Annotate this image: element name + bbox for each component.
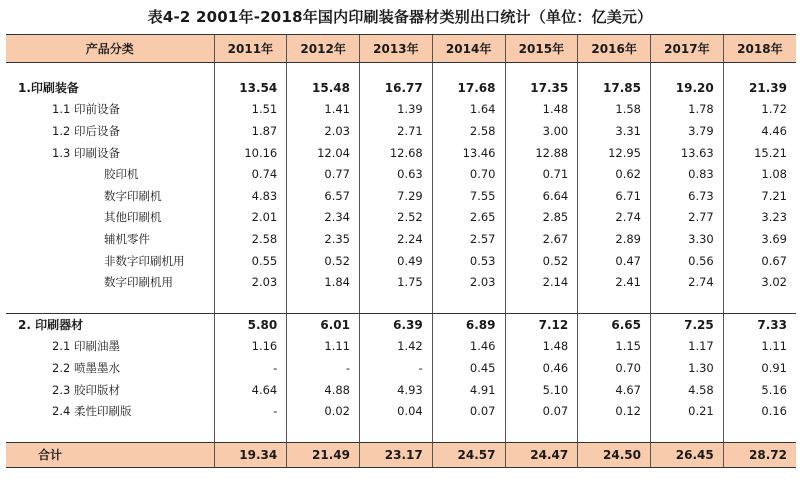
row-label: 1.2 印后设备 [52, 123, 120, 138]
cell: 3.30 [651, 228, 724, 250]
cell: 2.71 [360, 120, 433, 142]
cell: 4.64 [214, 379, 287, 401]
cell: 0.56 [651, 250, 724, 272]
row-label: 非数字印刷机用 [104, 253, 185, 268]
cell: 0.21 [651, 400, 724, 422]
cell: 7.12 [505, 313, 578, 335]
table-row [6, 250, 796, 272]
cell: 0.02 [287, 400, 360, 422]
spacer-row [6, 63, 796, 78]
cell: 13.46 [432, 142, 505, 164]
table-row [6, 336, 796, 358]
export-statistics-table [6, 34, 796, 468]
header-category: 产品分类 [6, 35, 214, 63]
cell: 16.77 [360, 77, 433, 99]
cell: 5.10 [505, 379, 578, 401]
row-label: 数字印刷机用 [104, 275, 173, 290]
section-row-printing-materials [6, 313, 796, 335]
cell: 3.00 [505, 120, 578, 142]
cell: 13.54 [214, 77, 287, 99]
cell: 4.88 [287, 379, 360, 401]
cell: 6.57 [287, 185, 360, 207]
cell: 6.39 [360, 313, 433, 335]
cell: 13.63 [651, 142, 724, 164]
cell: 4.46 [723, 120, 796, 142]
table-row [6, 271, 796, 293]
cell: 28.72 [723, 442, 796, 467]
cell: 17.85 [578, 77, 651, 99]
cell: 12.68 [360, 142, 433, 164]
cell: 2.89 [578, 228, 651, 250]
cell: 23.17 [360, 442, 433, 467]
cell: 1.39 [360, 99, 433, 121]
table-row [6, 228, 796, 250]
header-row [6, 35, 796, 63]
cell: 0.83 [651, 163, 724, 185]
cell: 0.12 [578, 400, 651, 422]
cell: 0.70 [578, 357, 651, 379]
cell: 5.80 [214, 313, 287, 335]
cell: 0.71 [505, 163, 578, 185]
header-year: 2012年 [287, 35, 360, 63]
cell: 1.15 [578, 336, 651, 358]
cell: 17.35 [505, 77, 578, 99]
cell: 24.57 [432, 442, 505, 467]
table-row [6, 120, 796, 142]
table-row [6, 400, 796, 422]
cell: 1.41 [287, 99, 360, 121]
cell: 0.46 [505, 357, 578, 379]
cell: 1.17 [651, 336, 724, 358]
cell: 1.48 [505, 336, 578, 358]
cell: 6.73 [651, 185, 724, 207]
cell: 2.14 [505, 271, 578, 293]
cell: 3.79 [651, 120, 724, 142]
cell: 6.89 [432, 313, 505, 335]
row-label: 2. 印刷器材 [18, 318, 84, 333]
cell: 7.21 [723, 185, 796, 207]
cell: 0.45 [432, 357, 505, 379]
cell: 1.58 [578, 99, 651, 121]
row-label: 胶印机 [104, 167, 139, 182]
row-label: 2.2 喷墨墨水 [52, 360, 120, 375]
cell: 15.21 [723, 142, 796, 164]
cell: 0.63 [360, 163, 433, 185]
cell: 7.25 [651, 313, 724, 335]
cell: 7.33 [723, 313, 796, 335]
cell: 2.65 [432, 207, 505, 229]
row-label: 2.4 柔性印刷版 [52, 404, 132, 419]
cell: 0.07 [432, 400, 505, 422]
cell: 3.23 [723, 207, 796, 229]
cell: 1.08 [723, 163, 796, 185]
table-row [6, 142, 796, 164]
cell: 0.77 [287, 163, 360, 185]
cell: 6.65 [578, 313, 651, 335]
row-label: 1.1 印前设备 [52, 102, 120, 117]
cell: 19.20 [651, 77, 724, 99]
cell: 1.48 [505, 99, 578, 121]
header-year: 2017年 [651, 35, 724, 63]
row-label: 合计 [6, 442, 214, 467]
cell: 2.34 [287, 207, 360, 229]
cell: 24.50 [578, 442, 651, 467]
cell: 1.87 [214, 120, 287, 142]
row-label: 数字印刷机 [104, 188, 162, 203]
cell: 1.11 [287, 336, 360, 358]
cell: 1.51 [214, 99, 287, 121]
cell: 0.91 [723, 357, 796, 379]
cell: 1.78 [651, 99, 724, 121]
cell: 2.35 [287, 228, 360, 250]
header-year: 2014年 [432, 35, 505, 63]
row-label: 1.印刷装备 [18, 81, 79, 96]
cell: 7.55 [432, 185, 505, 207]
cell: 2.57 [432, 228, 505, 250]
cell: 2.58 [432, 120, 505, 142]
cell: 2.03 [287, 120, 360, 142]
cell: 0.55 [214, 250, 287, 272]
cell: - [214, 357, 287, 379]
cell: 6.01 [287, 313, 360, 335]
cell: 21.49 [287, 442, 360, 467]
header-year: 2015年 [505, 35, 578, 63]
row-label: 1.3 印刷设备 [52, 145, 120, 160]
row-label: 辅机零件 [104, 231, 150, 246]
cell: 4.83 [214, 185, 287, 207]
table-row [6, 207, 796, 229]
table-row [6, 185, 796, 207]
cell: 1.42 [360, 336, 433, 358]
cell: 3.31 [578, 120, 651, 142]
cell: 0.49 [360, 250, 433, 272]
cell: 6.64 [505, 185, 578, 207]
spacer-row [6, 422, 796, 443]
row-label: 2.1 印刷油墨 [52, 339, 120, 354]
cell: 2.58 [214, 228, 287, 250]
cell: 2.85 [505, 207, 578, 229]
cell: 1.46 [432, 336, 505, 358]
cell: 1.16 [214, 336, 287, 358]
cell: 24.47 [505, 442, 578, 467]
cell: 15.48 [287, 77, 360, 99]
cell: 1.72 [723, 99, 796, 121]
cell: 2.52 [360, 207, 433, 229]
cell: 0.04 [360, 400, 433, 422]
cell: 2.41 [578, 271, 651, 293]
header-year: 2016年 [578, 35, 651, 63]
cell: 2.67 [505, 228, 578, 250]
cell: 0.74 [214, 163, 287, 185]
cell: 0.52 [287, 250, 360, 272]
cell: 4.58 [651, 379, 724, 401]
table-row [6, 99, 796, 121]
header-year: 2011年 [214, 35, 287, 63]
cell: 21.39 [723, 77, 796, 99]
cell: - [360, 357, 433, 379]
cell: 0.67 [723, 250, 796, 272]
cell: 0.07 [505, 400, 578, 422]
cell: 2.74 [578, 207, 651, 229]
cell: 3.69 [723, 228, 796, 250]
cell: 6.71 [578, 185, 651, 207]
cell: 10.16 [214, 142, 287, 164]
table-row [6, 357, 796, 379]
row-label: 其他印刷机 [104, 210, 162, 225]
cell: 1.30 [651, 357, 724, 379]
cell: 4.93 [360, 379, 433, 401]
cell: 12.95 [578, 142, 651, 164]
cell: 5.16 [723, 379, 796, 401]
table-row [6, 163, 796, 185]
total-row [6, 442, 796, 467]
cell: 2.77 [651, 207, 724, 229]
header-year: 2018年 [723, 35, 796, 63]
cell: 3.02 [723, 271, 796, 293]
cell: 26.45 [651, 442, 724, 467]
table-row [6, 379, 796, 401]
spacer-row [6, 293, 796, 314]
cell: 4.91 [432, 379, 505, 401]
cell: 0.53 [432, 250, 505, 272]
cell: 12.88 [505, 142, 578, 164]
cell: 12.04 [287, 142, 360, 164]
cell: 1.64 [432, 99, 505, 121]
cell: - [214, 400, 287, 422]
cell: 0.62 [578, 163, 651, 185]
section-row-printing-equipment [6, 77, 796, 99]
cell: 2.03 [214, 271, 287, 293]
cell: 0.47 [578, 250, 651, 272]
cell: - [287, 357, 360, 379]
cell: 19.34 [214, 442, 287, 467]
cell: 2.74 [651, 271, 724, 293]
cell: 4.67 [578, 379, 651, 401]
cell: 2.03 [432, 271, 505, 293]
cell: 1.84 [287, 271, 360, 293]
cell: 0.70 [432, 163, 505, 185]
cell: 2.24 [360, 228, 433, 250]
cell: 0.16 [723, 400, 796, 422]
row-label: 2.3 胶印版材 [52, 382, 120, 397]
cell: 1.11 [723, 336, 796, 358]
cell: 0.52 [505, 250, 578, 272]
cell: 2.01 [214, 207, 287, 229]
table-title: 表4-2 2001年-2018年国内印刷装备器材类别出口统计（单位：亿美元） [147, 8, 653, 26]
cell: 1.75 [360, 271, 433, 293]
header-year: 2013年 [360, 35, 433, 63]
cell: 7.29 [360, 185, 433, 207]
cell: 17.68 [432, 77, 505, 99]
